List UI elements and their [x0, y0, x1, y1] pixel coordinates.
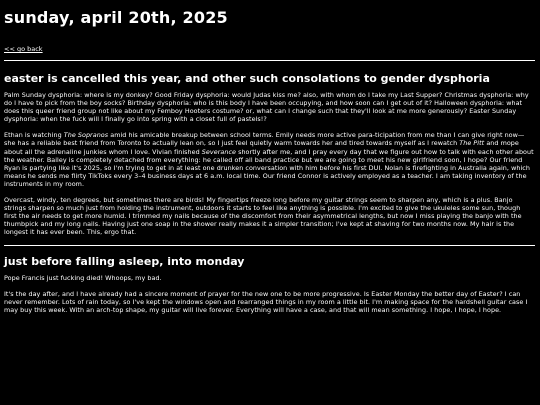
text-run: Ethan is watching — [4, 131, 64, 140]
paragraph: Overcast, windy, ten degrees, but sometimes there are birds! My fingertips freeze long before my guitar strings seem to sharpen any, which is a plus. Banjo strings sharpen so much just from holding the instrument, outdoors it starts to feel like anything is possible. I'm excited to give the ukuleles some sun, though first the air needs to get more humid. I trimmed my nails because of the discomfort from their asymmetrical lengths, but now I miss playing the banjo with the thumbpick and my long nails. Having just one soap in the shower really makes it a simpler transition; I've kept at shaving for two months now. My hair is the longest it has ever been. This, ergo that. — [4, 196, 522, 237]
show-title: Severance — [201, 147, 236, 156]
post-title: easter is cancelled this year, and other such consolations to gender dysphoria — [4, 72, 490, 85]
paragraph — [4, 131, 535, 188]
paragraph: Palm Sunday dysphoria: where is my donkey? Good Friday dysphoria: would Judas kiss me? also, with whom do I take my Last Supper? Christmas dysphoria: why do I have to pick from the boy socks? Birthday dysphoria: who is this body I have been occupying, and how soon can I get out of it? Halloween dysphoria: what does this queer friend group not like about my Femboy Hooters costume? or, what can I change such that they'll look at me more generously? Easter Sunday dysphoria: when the fuck will I finally go into spring with a closet full of pastels!? — [4, 91, 529, 124]
paragraph: Pope Francis just fucking died! Whoops, my bad. — [4, 273, 162, 282]
divider — [4, 60, 535, 61]
text-run: amid his amicable breakup between school terms. Emily needs more active para-ticipation from me than I can give right now—she has a reliable best friend from Toronto to actually lean on, so I just feel quietly warm towards her and tired towards myself as I rewatch — [4, 131, 525, 148]
post-easter — [4, 72, 535, 237]
text-run: shortly after me, and I pray every day that we figure out how to talk with each other about the weather. Bailey is completely detached from everything: he called off all band practice but we are going to meet his new girlfriend soon, I hope? Our friend Ryan is partying like it's 2025, so I'm trying to get in at least one drunken conversation with him before his first DUI. Nolan is firefighting in Australia again, which means he sends me flirty TikToks every 3–4 business days at 6 a.m. local time. Our friend Connor is actively employed as a teacher. I am taking inventory of the instruments in my room. — [4, 147, 534, 188]
text-run: and mope about all the adrenaline junkies whom I love. Vivian finished — [4, 139, 519, 156]
paragraph: It's the day after, and I have already had a sincere moment of prayer for the new one to be more progressive. Is Easter Monday the better day of Easter? I can never remember. Lots of rain today, so I've kept the windows open and rearranged things in my room a little bit. I'm making space for the hardshell guitar case I may buy this week. With an arch-top shape, my guitar will live forever. Everything will have a case, and that will mean something. I hope, I hope, I hope. — [4, 289, 528, 314]
go-back-link[interactable]: << go back — [4, 45, 43, 53]
show-title: The Pitt — [459, 139, 485, 148]
post-monday — [4, 255, 535, 314]
page-title: sunday, april 20th, 2025 — [4, 8, 228, 27]
show-title: The Sopranos — [63, 131, 109, 140]
divider — [4, 245, 535, 246]
post-title: just before falling asleep, into monday — [4, 254, 245, 268]
